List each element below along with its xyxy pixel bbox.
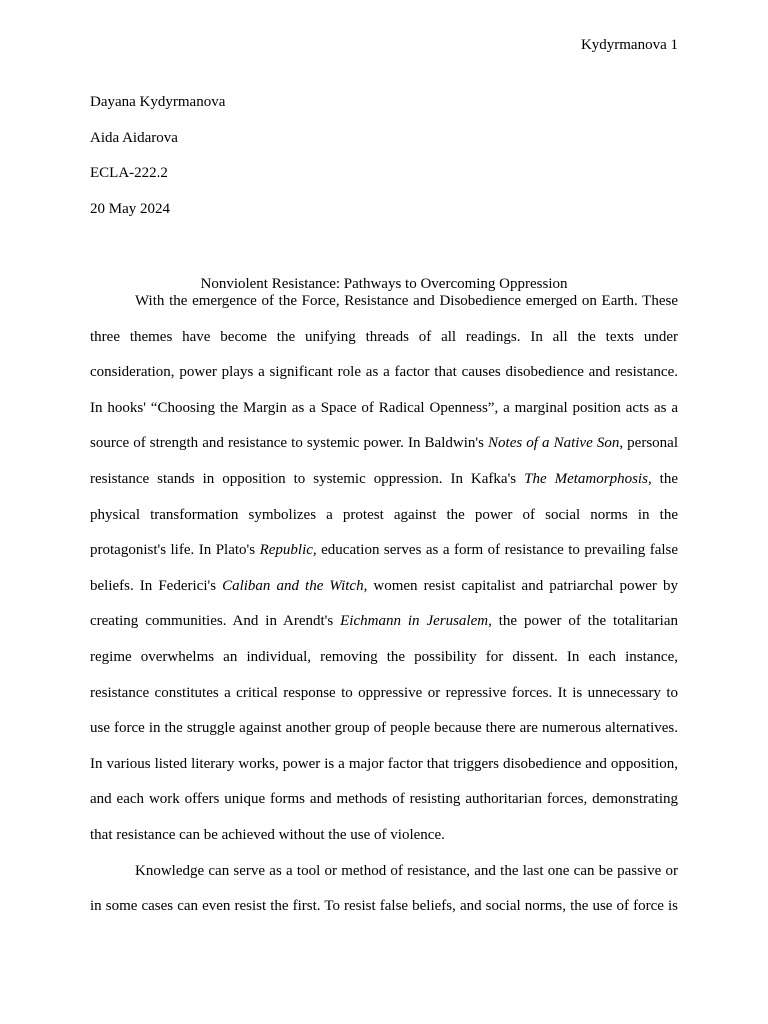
work-title: Notes of a Native Son [488,435,620,452]
text-run: use force in the struggle against another group of people because there are numerous alternatives. [90,720,678,737]
paragraph-1-line [90,434,678,452]
text-run: in some cases can even resist the first. To resist false beliefs, and social norms, the use of force is [90,898,678,915]
work-title: Eichmann in Jerusalem [340,613,489,630]
text-run: three themes have become the unifying threads of all readings. In all the texts under [90,328,678,345]
paragraph-1-line [90,648,678,666]
paragraph-1-line [90,399,678,417]
paragraph-1-line [135,292,678,310]
paragraph-1-line [90,506,678,524]
mla-heading [90,93,225,235]
text-run: and each work offers unique forms and methods of resisting authoritarian forces, demonstrating [90,791,678,808]
text-run: source of strength and resistance to systemic power. In Baldwin's [90,435,489,452]
text-run: Knowledge can serve as a tool or method of resistance, and the last one can be passive or [135,862,678,879]
course-code: ECLA-222.2 [90,165,168,182]
text-run: , women resist capitalist and patriarchal power by [363,577,678,594]
text-run: In various listed literary works, power is a major factor that triggers disobedience and opposition, [90,755,678,772]
text-run: physical transformation symbolizes a protest against the power of social norms in the [90,506,678,523]
paragraph-1-line [90,684,678,702]
text-run: , personal [619,435,678,452]
text-run: With the emergence of the Force, Resistance and Disobedience emerged on Earth. These [135,293,678,309]
text-run: creating communities. And in Arendt's [90,613,341,630]
paragraph-1-line [90,790,678,808]
essay-date: 20 May 2024 [90,200,170,217]
text-run: resistance constitutes a critical response to oppressive or repressive forces. It is unnecessary to [90,684,678,701]
text-run: In hooks' “Choosing the Margin as a Space of Radical Openness”, a marginal position acts as a [90,399,678,416]
essay-title: Nonviolent Resistance: Pathways to Overcoming Oppression [200,276,568,292]
text-run: consideration, power plays a significant role as a factor that causes disobedience and resistance. [90,364,678,381]
paragraph-2-line [90,897,678,915]
text-run: beliefs. In Federici's [90,577,223,594]
paragraph-1-line [90,612,678,630]
work-title: The Metamorphosis [524,471,648,487]
text-run: protagonist's life. In Plato's [90,542,260,559]
paragraph-1-line [90,577,678,595]
paragraph-1-line [90,328,678,346]
paragraph-1-line [90,719,678,737]
paragraph-1-line [90,755,678,773]
work-title: Republic [259,542,313,559]
text-run: , education serves as a form of resistance to prevailing false [312,542,679,559]
paragraph-1-line [90,541,678,559]
paragraph-2-line [135,862,678,880]
paragraph-1-line [90,363,678,381]
instructor-name: Aida Aidarova [90,129,178,146]
work-title: Caliban and the Witch [222,577,364,594]
running-head: Kydyrmanova 1 [580,37,678,53]
text-run: regime overwhelms an individual, removing the possibility for dissent. In each instance, [90,649,678,665]
text-run: , the power of the totalitarian [488,613,679,630]
text-run: , the [647,471,678,487]
paragraph-1-line [90,826,678,844]
paragraph-1-line [90,470,678,488]
text-run: that resistance can be achieved without the use of violence. [90,827,445,843]
author-name: Dayana Kydyrmanova [90,94,226,110]
text-run: resistance stands in opposition to systemic oppression. In Kafka's [90,471,525,487]
